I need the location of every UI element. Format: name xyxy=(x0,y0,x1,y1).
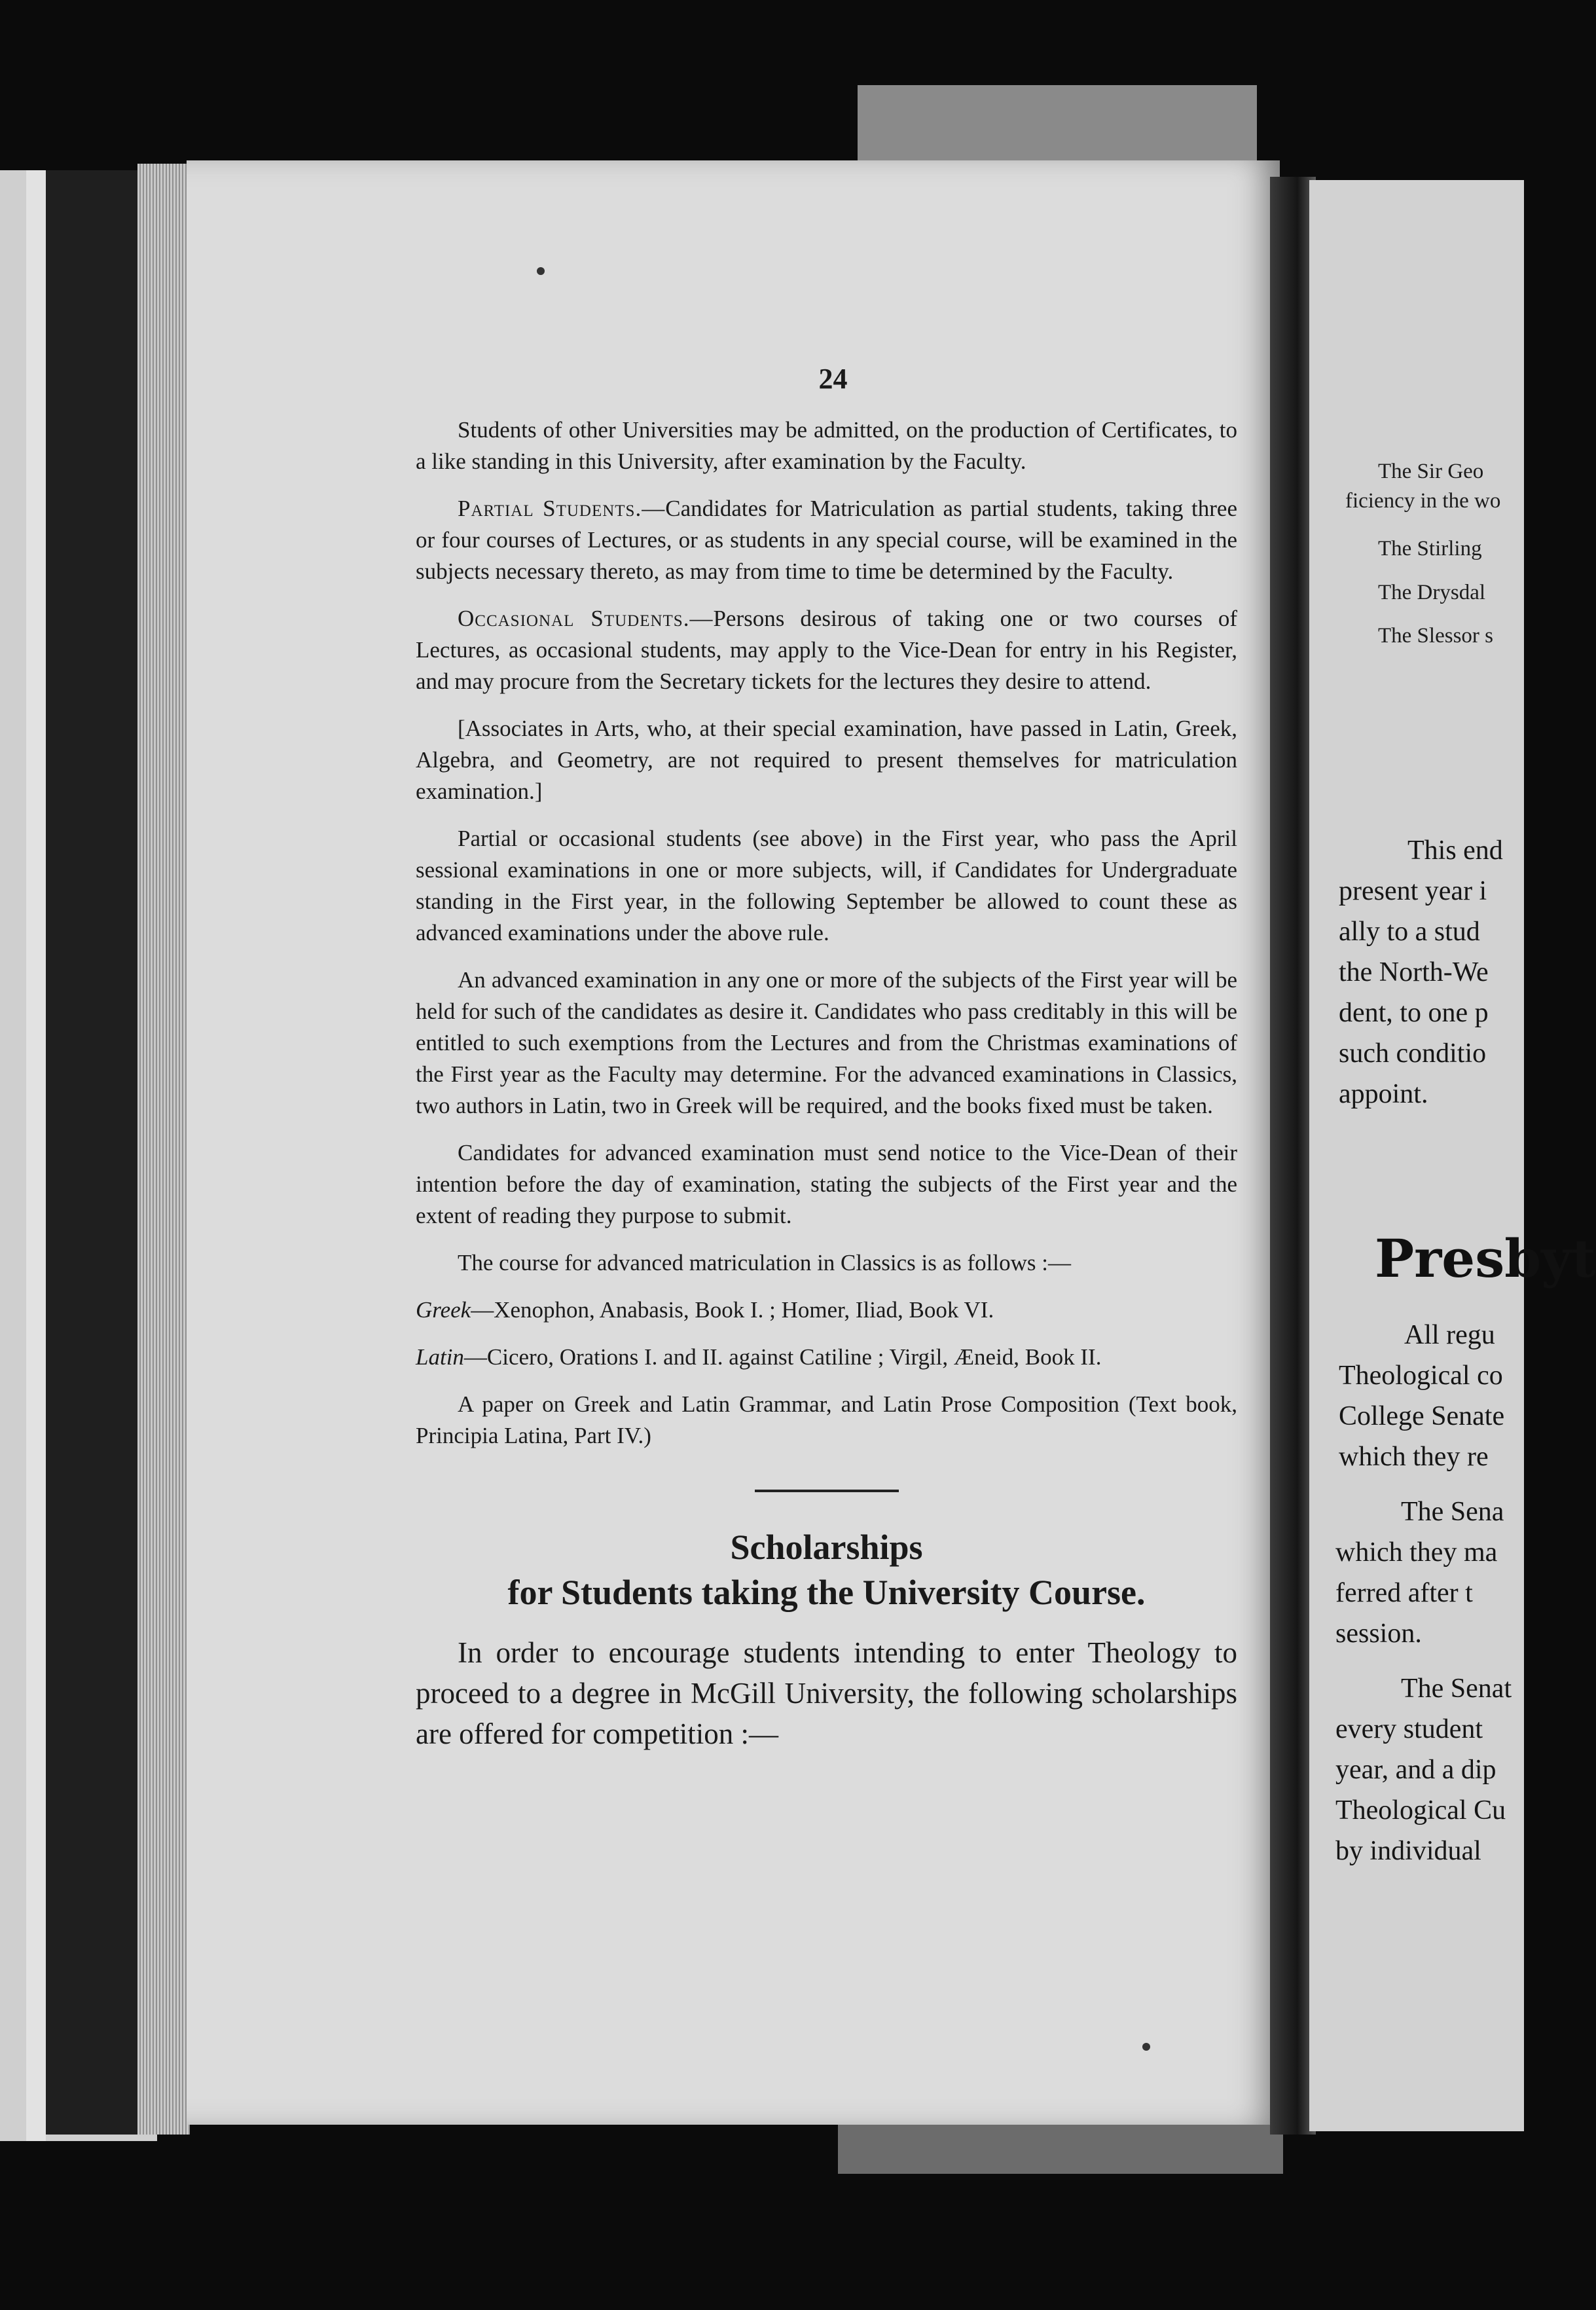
heading-partial-students: Partial Students.— xyxy=(458,496,666,521)
paragraph-advanced-examination: An advanced examination in any one or more of the subjects of the First year will be held for such of the candidates as desire it. Candidates who pass creditably in this will be entitled to such exemptions from the Lectures and from the Christmas examinations of the First year as the Faculty may determine. For the advanced examinations in Classics, two authors in Latin, two in Greek will be required, and the books fixed must be taken. xyxy=(416,967,1237,1118)
scholarships-subtitle: for Students taking the University Course. xyxy=(507,1573,1146,1612)
facing-line: ficiency in the wo xyxy=(1345,489,1501,513)
heading-occasional-students: Occasional Students.— xyxy=(458,606,714,631)
facing-line: The Sena xyxy=(1401,1497,1504,1527)
paragraph-other-universities: Students of other Universities may be admitted, on the production of Certificates, to a like standing in this University, after examination by the Faculty. xyxy=(416,417,1237,474)
paragraph-associates: [Associates in Arts, who, at their special examination, have passed in Latin, Greek, Algebra, and Geometry, are not required to present themselves for matriculation examination.] xyxy=(416,716,1237,804)
latin-text: —Cicero, Orations I. and II. against Catiline ; Virgil, Æneid, Book II. xyxy=(463,1344,1102,1370)
facing-line: ferred after t xyxy=(1335,1578,1473,1608)
paragraph-occasional-text: Persons desirous of taking one or two courses of Lectures, as occasional students, may apply to the Vice-Dean for entry in his Register, and may procure from the Secretary tickets for the lectures they desire to attend. xyxy=(416,606,1237,694)
paragraph-grammar-paper: A paper on Greek and Latin Grammar, and Latin Prose Composition (Text book, Principia Latina, Part IV.) xyxy=(416,1391,1237,1448)
greek-authors xyxy=(416,1294,1237,1326)
greek-text: —Xenophon, Anabasis, Book I. ; Homer, Iliad, Book VI. xyxy=(471,1297,994,1323)
facing-line: year, and a dip xyxy=(1335,1755,1496,1785)
facing-line: Theological Cu xyxy=(1335,1795,1506,1825)
section-divider xyxy=(755,1490,899,1492)
facing-heading: Presbyt xyxy=(1375,1228,1596,1289)
facing-line: The Stirling xyxy=(1378,537,1482,560)
print-speck xyxy=(1142,2043,1150,2051)
paragraph-course-classics: The course for advanced matriculation in Classics is as follows :— xyxy=(458,1250,1071,1275)
facing-line: This end xyxy=(1407,835,1503,866)
latin-authors xyxy=(416,1342,1237,1373)
facing-line: present year i xyxy=(1339,876,1487,906)
facing-line: dent, to one p xyxy=(1339,998,1489,1028)
facing-line: College Senate xyxy=(1339,1401,1505,1431)
paragraph-occasional-students xyxy=(416,603,1237,697)
facing-line: which they ma xyxy=(1335,1537,1498,1568)
facing-line: All regu xyxy=(1404,1320,1495,1350)
paragraph-candidates-notice: Candidates for advanced examination must send notice to the Vice-Dean of their intention before the day of examination, stating the subjects of the First year and the extent of reading they purpose to submit. xyxy=(416,1140,1237,1228)
facing-line: by individual xyxy=(1335,1836,1481,1866)
facing-line: The Sir Geo xyxy=(1378,460,1484,483)
page-text xyxy=(416,363,1237,1770)
facing-line: The Slessor s xyxy=(1378,624,1493,648)
greek-label: Greek xyxy=(416,1297,471,1323)
paragraph-partial-occasional: Partial or occasional students (see above) in the First year, who pass the April sessional examinations in one or more subjects, will, if Candidates for Undergraduate standing in the First year, in the following September be allowed to count these as advanced examinations under the above rule. xyxy=(416,826,1237,945)
facing-page xyxy=(1309,180,1596,2131)
paragraph-partial-text: Candidates for Matriculation as partial students, taking three or four courses of Lectures, or as students in any special course, will be examined in the subjects necessary thereto, as may from time to time be determined by the Faculty. xyxy=(416,496,1237,584)
facing-line: every student xyxy=(1335,1714,1483,1744)
page-stack-edges xyxy=(137,164,190,2135)
facing-line: The Senat xyxy=(1401,1674,1512,1704)
facing-line: which they re xyxy=(1339,1442,1489,1472)
facing-line: session. xyxy=(1335,1619,1422,1649)
page-number: 24 xyxy=(818,363,848,395)
latin-label: Latin xyxy=(416,1344,464,1370)
scholarships-title: Scholarships xyxy=(730,1528,923,1567)
scholarships-intro: In order to encourage students intending to enter Theology to proceed to a degree in McGill University, the following scholarships are offered for competition :— xyxy=(416,1636,1237,1750)
facing-line: the North-We xyxy=(1339,957,1489,987)
paragraph-partial-students xyxy=(416,493,1237,587)
facing-line: The Drysdal xyxy=(1378,581,1486,604)
facing-line: such conditio xyxy=(1339,1038,1487,1069)
facing-line: appoint. xyxy=(1339,1079,1428,1109)
facing-line: ally to a stud xyxy=(1339,917,1480,947)
previous-page-margin xyxy=(26,170,46,2141)
print-speck xyxy=(537,267,545,275)
facing-line: Theological co xyxy=(1339,1361,1503,1391)
